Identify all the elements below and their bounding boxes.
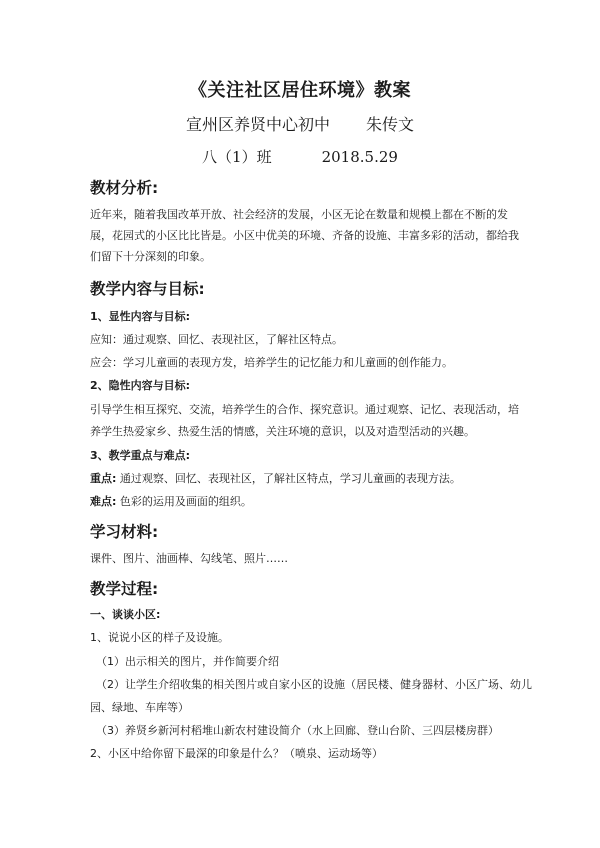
subheading-implicit: 2、隐性内容与目标: (90, 379, 191, 392)
process-item-1b-line-2: 园、绿地、车库等） (90, 701, 189, 714)
section-heading-materials: 学习材料: (90, 523, 159, 541)
section-heading-analysis: 教材分析: (90, 179, 159, 197)
analysis-line-2: 展，花园式的小区比比皆是。小区中优美的环境、齐备的设施、丰富多彩的活动，都给我 (90, 229, 519, 242)
section-heading-process: 教学过程: (90, 580, 159, 598)
section-heading-content-goals: 教学内容与目标: (90, 280, 205, 298)
document-title: 《关注社区居住环境》教案 (189, 80, 411, 101)
process-item-1: 1、说说小区的样子及设施。 (90, 631, 229, 644)
key-text: 通过观察、回忆、表现社区，了解社区特点，学习儿童画的表现方法。 (116, 472, 461, 485)
subheading-key-points: 3、教学重点与难点: (90, 449, 191, 462)
materials-line: 课件、图片、油画棒、勾线笔、照片…… (90, 552, 288, 565)
difficulty-label: 难点: (90, 495, 117, 508)
process-part-1: 一、谈谈小区: (90, 608, 161, 621)
implicit-line-2: 养学生热爱家乡、热爱生活的情感，关注环境的意识，以及对造型活动的兴趣。 (90, 425, 475, 438)
key-label: 重点: (90, 472, 117, 485)
class-date-line (0, 146, 600, 167)
author-line (0, 112, 600, 135)
process-item-1a: （1）出示相关的图片，并作简要介绍 (96, 655, 279, 668)
process-item-2: 2、小区中给你留下最深的印象是什么？（喷泉、运动场等） (90, 747, 383, 760)
explicit-line-1: 应知：通过观察、回忆、表现社区，了解社区特点。 (90, 333, 343, 346)
school-name: 宣州区养贤中心初中 (185, 115, 330, 134)
analysis-line-3: 们留下十分深刻的印象。 (90, 250, 211, 263)
analysis-line-1: 近年来，随着我国改革开放、社会经济的发展，小区无论在数量和规模上都在不断的发 (90, 208, 508, 221)
difficulty-text: 色彩的运用及画面的组织。 (116, 495, 252, 508)
subheading-explicit: 1、显性内容与目标: (90, 310, 191, 323)
teacher-name: 朱传文 (366, 115, 415, 134)
key-point-line (90, 470, 520, 486)
difficulty-line (90, 493, 520, 509)
lesson-date: 2018.5.29 (321, 148, 398, 166)
process-item-1b-line-1: （2）让学生介绍收集的相关图片或自家小区的设施（居民楼、健身器材、小区广场、幼儿 (96, 678, 532, 691)
process-item-1c: （3）养贤乡新河村稻堆山新农村建设简介（水上回廊、登山台阶、三四层楼房群） (96, 724, 499, 737)
explicit-line-2: 应会：学习儿童画的表现方发，培养学生的记忆能力和儿童画的创作能力。 (90, 356, 453, 369)
class-name: 八（1）班 (202, 148, 272, 166)
implicit-line-1: 引导学生相互探究、交流，培养学生的合作、探究意识。通过观察、记忆、表现活动，培 (90, 403, 519, 416)
